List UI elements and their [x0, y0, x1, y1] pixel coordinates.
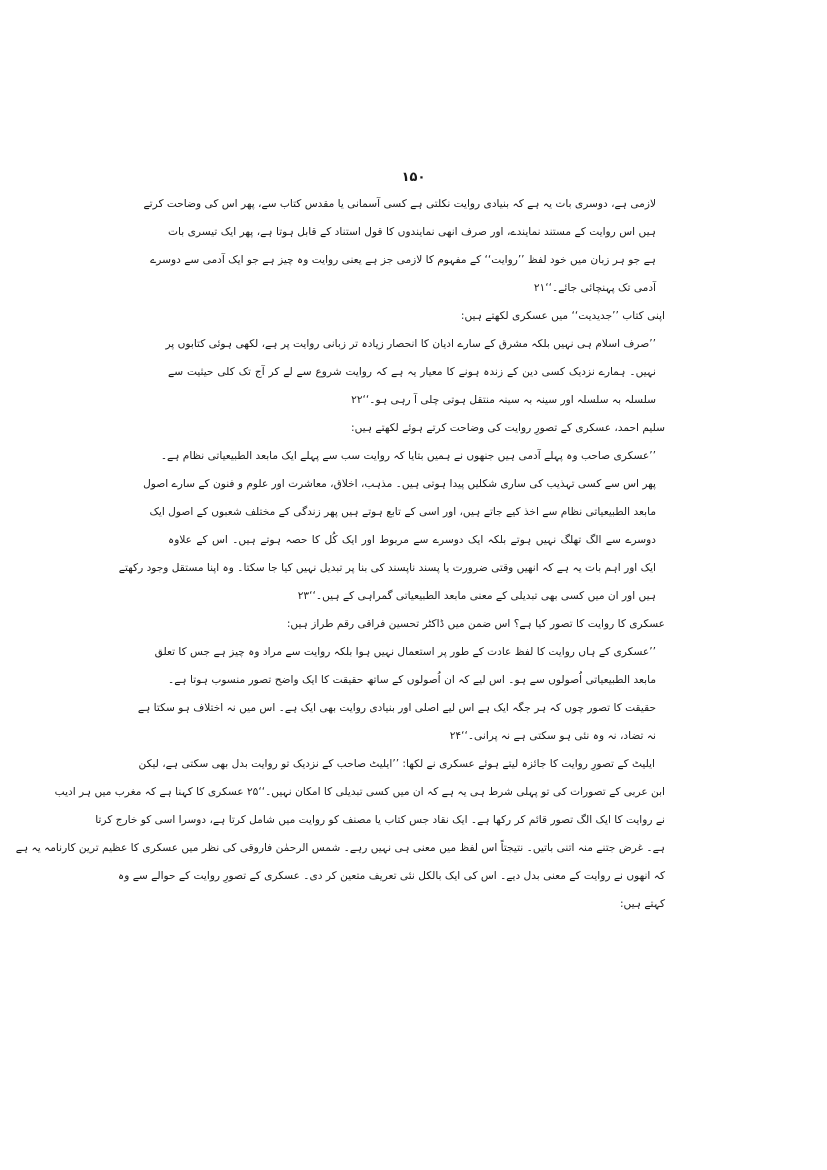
text-line: مابعد الطبیعیاتی نظام سے اخذ کیے جاتے ہیں، اور اسی کے تابع ہوتے ہیں پھر زندگی کے مختلف شعبوں کے اصول ایک	[149, 506, 656, 518]
page-number: ۱۵۰	[401, 170, 426, 185]
text-line: پھر اس سے کسی تہذیب کی ساری شکلیں پیدا ہوتی ہیں۔ مذہب، اخلاق، معاشرت اور علوم و فنون کے سارے اصول	[143, 478, 656, 490]
paragraph	[162, 610, 665, 638]
block-quote	[118, 442, 665, 610]
text-line: ہے جو ہر زبان میں خود لفظ ’’روایت‘‘ کے مفہوم کا لازمی جز ہے یعنی روایت وہ چیز ہے جو ایک آدمی سے دوسرے	[150, 254, 656, 266]
text-line: ہیں اور ان میں کسی بھی تبدیلی کے معنی مابعد الطبیعیاتی گمراہی کے ہیں۔‘‘۲۳	[297, 590, 656, 602]
page-body	[15, 190, 665, 918]
text-line: کہ انھوں نے روایت کے معنی بدل دیے۔ اس کی ایک بالکل نئی تعریف متعین کر دی۔ عسکری کے تصورِ روایت کے حوالے سے وہ	[118, 870, 665, 882]
text-line: حقیقت کا تصور چوں کہ ہر جگہ ایک ہے اس لیے اصلی اور بنیادی روایت بھی ایک ہے۔ اس میں نہ اختلاف ہو سکتا ہے	[137, 702, 656, 714]
text-line: مابعد الطبیعیاتی اُصولوں سے ہو۔ اس لیے کہ ان اُصولوں کے ساتھ حقیقت کا ایک واضح تصور منسوب ہوتا ہے۔	[168, 674, 656, 686]
text-line: ’’عسکری کے ہاں روایت کا لفظ عادت کے طور پر استعمال نہیں ہوا بلکہ روایت سے مراد وہ چیز ہے جس کا تعلق	[154, 646, 656, 658]
text-line: نہ تضاد، نہ وہ نئی ہو سکتی ہے نہ پرانی۔‘‘۲۴	[449, 730, 656, 742]
text-line: عسکری کا روایت کا تصور کیا ہے؟ اس ضمن میں ڈاکٹر تحسین فراقی رقم طراز ہیں:	[286, 618, 665, 630]
block-quote	[143, 190, 665, 302]
block-quote	[137, 638, 665, 750]
text-line: ابن عربی کے تصورات کی تو پہلی شرط ہی یہ ہے کہ ان میں کسی تبدیلی کا امکان نہیں۔‘‘۲۵ عسکری کا کہنا ہے کہ مغرب میں ہر ادیب	[54, 786, 665, 798]
block-quote	[162, 330, 665, 414]
text-line: سلیم احمد، عسکری کے تصورِ روایت کی وضاحت کرتے ہوئے لکھتے ہیں:	[351, 422, 665, 434]
text-line: ہیں اس روایت کے مستند نمایندے، اور صرف انھی نمایندوں کا قول استناد کے قابل ہوتا ہے، پھر ایک تیسری بات	[168, 226, 656, 238]
text-line: لازمی ہے، دوسری بات یہ ہے کہ بنیادی روایت نکلتی ہے کسی آسمانی یا مقدس کتاب سے، پھر اس کی وضاحت کرتے	[143, 198, 656, 210]
paragraph	[162, 302, 665, 330]
text-line: ایلیٹ کے تصورِ روایت کا جائزہ لیتے ہوئے عسکری نے لکھا: ’’ایلیٹ صاحب کے نزدیک تو روایت بدل بھی سکتی ہے، لیکن	[138, 758, 655, 770]
text-line: ’’عسکری صاحب وہ پہلے آدمی ہیں جنھوں نے ہمیں بتایا کہ روایت سب سے پہلے ایک مابعد الطبیعیاتی نظام ہے۔	[160, 450, 656, 462]
text-line: ہے۔ غرض جتنے منہ اتنی باتیں۔ نتیجتاً اس لفظ میں معنی ہی نہیں رہے۔ شمس الرحمٰن فاروقی کی نظر میں عسکری کا عظیم ترین کارنامہ یہ ہے	[15, 842, 665, 854]
text-line: نہیں۔ ہمارے نزدیک کسی دین کے زندہ ہونے کا معیار یہ ہے کہ روایت شروع سے لے کر آج تک کلی حیثیت سے	[168, 366, 656, 378]
paragraph	[162, 414, 665, 442]
text-line: آدمی تک پہنچائی جائے۔‘‘۲۱	[533, 282, 656, 294]
text-line: دوسرے سے الگ تھلگ نہیں ہوتے بلکہ ایک دوسرے سے مربوط اور ایک کُل کا حصہ ہوتے ہیں۔ اس کے علاوہ	[168, 534, 656, 546]
text-line: ’’صرف اسلام ہی نہیں بلکہ مشرق کے سارے ادیان کا انحصار زیادہ تر زبانی روایت پر ہے، لکھی ہوئی کتابوں پر	[165, 338, 656, 350]
text-line: اپنی کتاب ’’جدیدیت‘‘ میں عسکری لکھتے ہیں:	[460, 310, 665, 322]
text-line: سلسلہ بہ سلسلہ اور سینہ بہ سینہ منتقل ہوتی چلی آ رہی ہو۔‘‘۲۲	[351, 394, 656, 406]
text-line: ایک اور اہم بات یہ ہے کہ انھیں وقتی ضرورت یا پسند ناپسند کی بنا پر تبدیل نہیں کیا جا سکتا۔ وہ اپنا مستقل وجود رکھتے	[118, 562, 656, 574]
text-line: کہتے ہیں:	[619, 898, 665, 910]
paragraph	[15, 750, 665, 918]
text-line: نے روایت کا ایک الگ تصور قائم کر رکھا ہے۔ ایک نقاد جس کتاب یا مصنف کو روایت میں شامل کرتا ہے، دوسرا اسی کو خارج کرتا	[95, 814, 665, 826]
